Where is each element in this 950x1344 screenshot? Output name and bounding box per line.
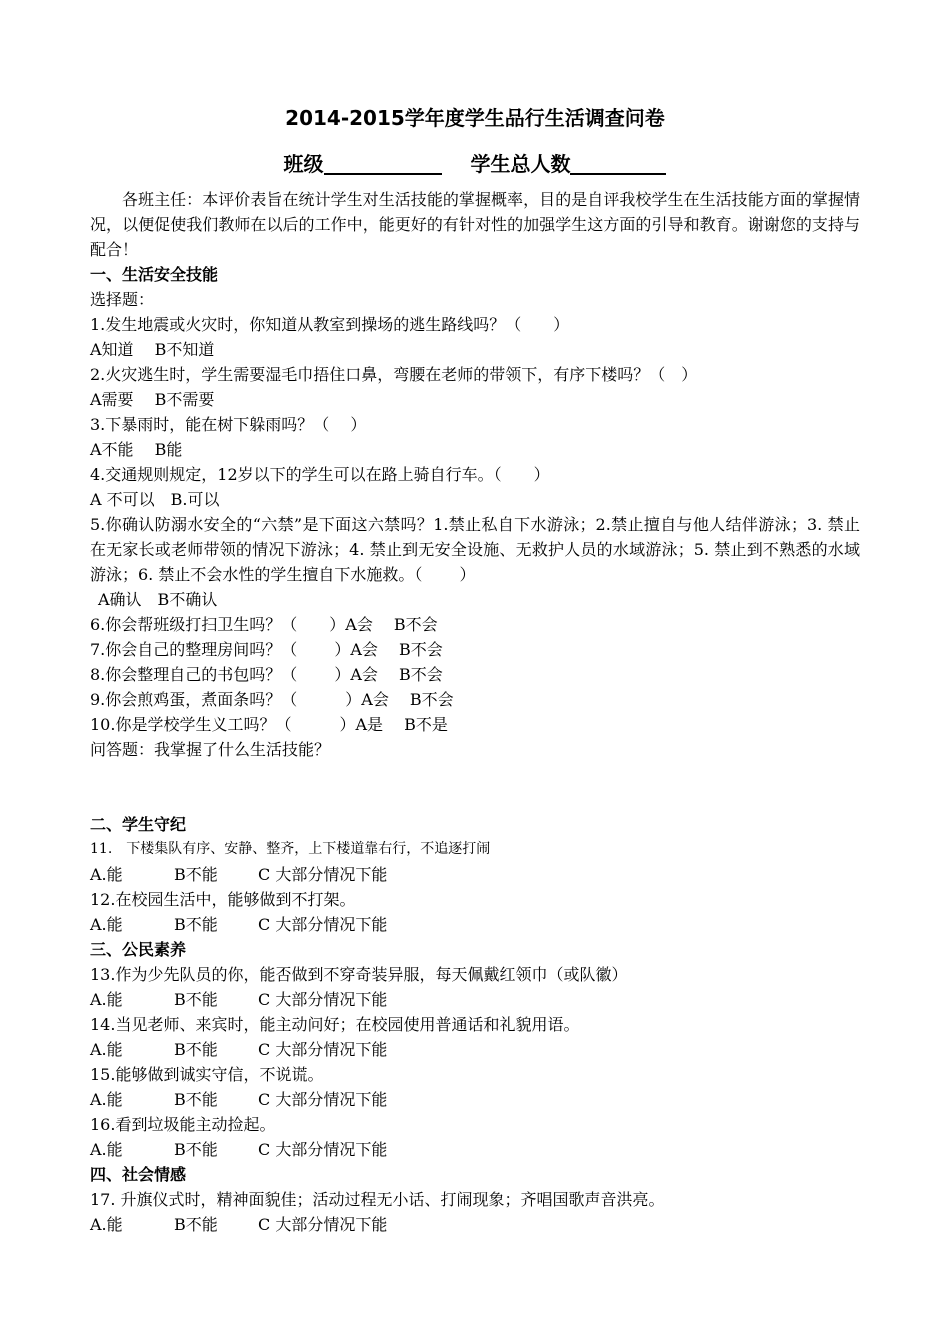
question-14-options (90, 1037, 860, 1062)
question-11-options (90, 862, 860, 887)
option-b: B不能 (174, 1040, 218, 1059)
question-17: 17. 升旗仪式时，精神面貌佳；活动过程无小话、打闹现象；齐唱国歌声音洪亮。 (90, 1190, 665, 1209)
option-a: A.能 (90, 1215, 123, 1234)
question-12: 12.在校园生活中，能够做到不打架。 (90, 890, 356, 909)
open-question: 问答题：我掌握了什么生活技能？ (90, 740, 331, 759)
question-13: 13.作为少先队员的你，能否做到不穿奇装异服，每天佩戴红领巾（或队徽） (90, 965, 628, 984)
question-3: 3.下暴雨时，能在树下躲雨吗？（ ） (90, 415, 367, 434)
section4-heading: 四、社会情感 (90, 1165, 187, 1184)
option-c: C 大部分情况下能 (258, 915, 388, 934)
question-15: 15.能够做到诚实守信，不说谎。 (90, 1065, 324, 1084)
choice-label: 选择题： (90, 290, 155, 309)
question-6: 6.你会帮班级打扫卫生吗？（ ）A会 B不会 (90, 615, 438, 634)
option-b: B不能 (174, 1090, 218, 1109)
question-14: 14.当见老师、来宾时，能主动问好；在校园使用普通话和礼貌用语。 (90, 1015, 580, 1034)
option-a: A.能 (90, 915, 123, 934)
question-9: 9.你会煎鸡蛋，煮面条吗？（ ）A会 B不会 (90, 690, 454, 709)
total-students-label: 学生总人数 (470, 152, 571, 176)
question-10: 10.你是学校学生义工吗？（ ）A是 B不是 (90, 715, 448, 734)
option-a: A.能 (90, 1090, 123, 1109)
total-students-blank (570, 151, 666, 175)
option-b: B不能 (174, 1215, 218, 1234)
option-c: C 大部分情况下能 (258, 1140, 388, 1159)
answer-space (90, 762, 860, 812)
question-5-options: A确认 B不确认 (98, 590, 218, 609)
question-17-options (90, 1212, 860, 1237)
class-info-line (90, 149, 860, 179)
section3-heading: 三、公民素养 (90, 940, 187, 959)
question-16-options (90, 1137, 860, 1162)
section2-heading: 二、学生守纪 (90, 815, 187, 834)
class-blank (324, 151, 442, 175)
option-b: B不能 (174, 865, 218, 884)
question-16: 16.看到垃圾能主动捡起。 (90, 1115, 276, 1134)
option-a: A.能 (90, 865, 123, 884)
question-8: 8.你会整理自己的书包吗？（ ）A会 B不会 (90, 665, 443, 684)
question-1-options: A知道 B不知道 (90, 340, 215, 359)
option-c: C 大部分情况下能 (258, 1215, 388, 1234)
option-c: C 大部分情况下能 (258, 865, 388, 884)
question-5: 5.你确认防溺水安全的“六禁”是下面这六禁吗？1.禁止私自下水游泳；2.禁止擅自与他人结伴游泳；3. 禁止在无家长或老师带领的情况下游泳；4. 禁止到无安全设施、无救护人员的水域游泳；5. 禁止到不熟悉的水域游泳；6. 禁止不会水性的学生擅自下水施救。（ ） (90, 515, 860, 584)
question-15-options (90, 1087, 860, 1112)
option-c: C 大部分情况下能 (258, 1090, 388, 1109)
question-2-options: A需要 B不需要 (90, 390, 215, 409)
section1-heading: 一、生活安全技能 (90, 265, 219, 284)
document-title: 2014-2015学年度学生品行生活调查问卷 (285, 106, 665, 130)
option-b: B不能 (174, 915, 218, 934)
question-4-options: A 不可以 B.可以 (90, 490, 220, 509)
question-4: 4.交通规则规定，12岁以下的学生可以在路上骑自行车。（ ） (90, 465, 550, 484)
question-3-options: A不能 B能 (90, 440, 183, 459)
question-7: 7.你会自己的整理房间吗？（ ）A会 B不会 (90, 640, 443, 659)
option-a: A.能 (90, 1040, 123, 1059)
option-a: A.能 (90, 1140, 123, 1159)
option-b: B不能 (174, 1140, 218, 1159)
question-1: 1.发生地震或火灾时，你知道从教室到操场的逃生路线吗？（ ） (90, 315, 570, 334)
option-c: C 大部分情况下能 (258, 1040, 388, 1059)
question-12-options (90, 912, 860, 937)
option-a: A.能 (90, 990, 123, 1009)
question-11: 11. 下楼集队有序、安静、整齐，上下楼道靠右行，不追逐打闹 (90, 841, 491, 857)
question-2: 2.火灾逃生时，学生需要湿毛巾捂住口鼻，弯腰在老师的带领下，有序下楼吗？（ ） (90, 365, 698, 384)
class-label: 班级 (283, 152, 324, 176)
option-b: B不能 (174, 990, 218, 1009)
question-13-options (90, 987, 860, 1012)
intro-paragraph: 各班主任：本评价表旨在统计学生对生活技能的掌握概率，目的是自评我校学生在生活技能方面的掌握情况，以便促使我们教师在以后的工作中，能更好的有针对性的加强学生这方面的引导和教育。谢谢您的支持与配合！ (90, 190, 860, 259)
option-c: C 大部分情况下能 (258, 990, 388, 1009)
